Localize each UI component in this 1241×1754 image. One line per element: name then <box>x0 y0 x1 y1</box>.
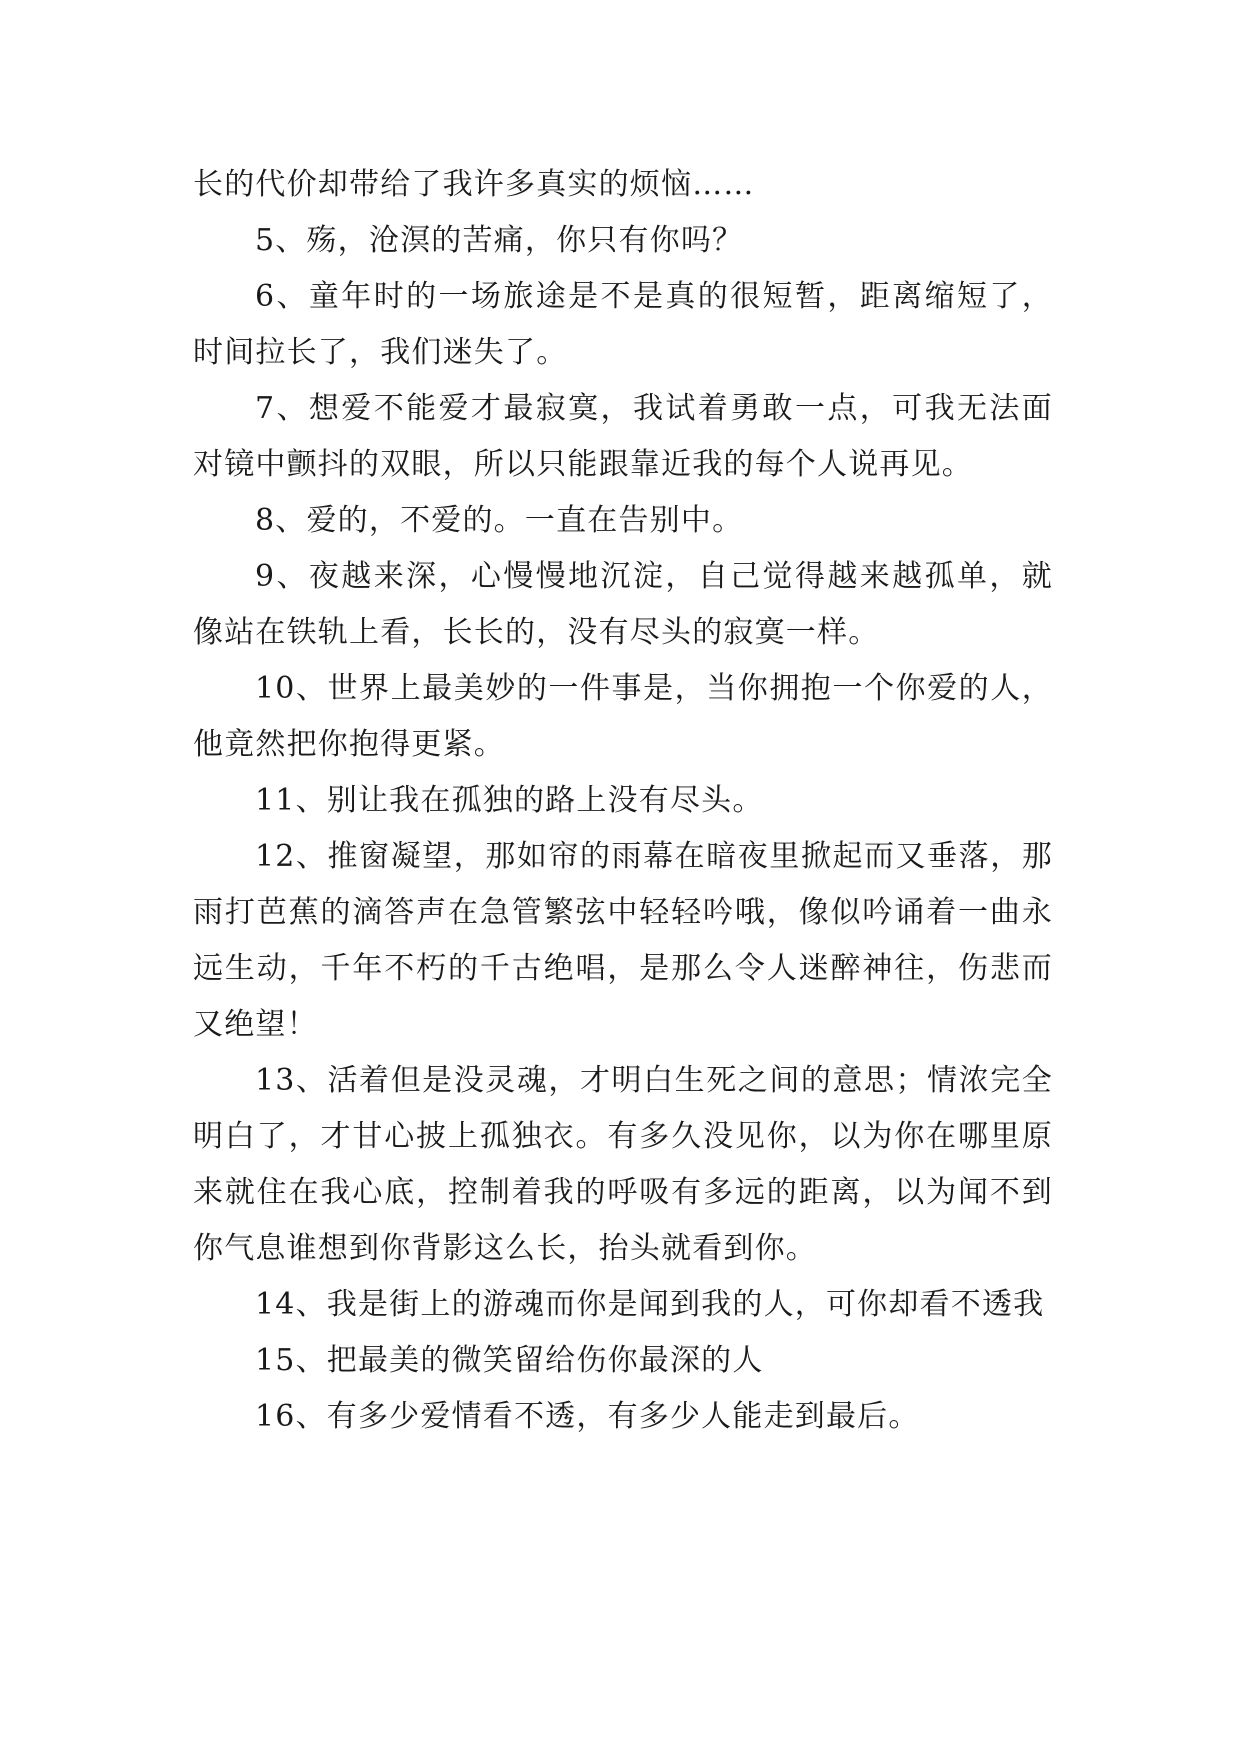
paragraph: 长的代价却带给了我许多真实的烦恼…… <box>193 167 755 202</box>
paragraph: 8、爱的，不爱的。一直在告别中。 <box>255 503 744 538</box>
paragraph: 10、世界上最美妙的一件事是，当你拥抱一个你爱的人，他竟然把你抱得更紧。 <box>193 671 1053 762</box>
paragraph: 15、把最美的微笑留给伤你最深的人 <box>255 1343 764 1378</box>
paragraph: 13、活着但是没灵魂，才明白生死之间的意思；情浓完全明白了，才甘心披上孤独衣。有多久没见你，以为你在哪里原来就住在我心底，控制着我的呼吸有多远的距离，以为闻不到你气息谁想到你背影这么长，抬头就看到你。 <box>193 1063 1053 1266</box>
paragraph: 9、夜越来深，心慢慢地沉淀，自己觉得越来越孤单，就像站在铁轨上看，长长的，没有尽头的寂寞一样。 <box>193 559 1053 650</box>
paragraph: 11、别让我在孤独的路上没有尽头。 <box>255 783 764 818</box>
paragraph: 6、童年时的一场旅途是不是真的很短暂，距离缩短了，时间拉长了，我们迷失了。 <box>193 279 1053 370</box>
paragraph: 5、殇，沧溟的苦痛，你只有你吗？ <box>255 223 744 258</box>
paragraph: 14、我是街上的游魂而你是闻到我的人，可你却看不透我 <box>255 1287 1045 1322</box>
paragraph: 12、推窗凝望，那如帘的雨幕在暗夜里掀起而又垂落，那雨打芭蕉的滴答声在急管繁弦中轻轻吟哦，像似吟诵着一曲永远生动，千年不朽的千古绝唱，是那么令人迷醉神往，伤悲而又绝望！ <box>193 839 1053 1042</box>
paragraph: 16、有多少爱情看不透，有多少人能走到最后。 <box>255 1399 920 1434</box>
paragraph: 7、想爱不能爱才最寂寞，我试着勇敢一点，可我无法面对镜中颤抖的双眼，所以只能跟靠近我的每个人说再见。 <box>193 391 1053 482</box>
document-body <box>193 157 1053 1445</box>
